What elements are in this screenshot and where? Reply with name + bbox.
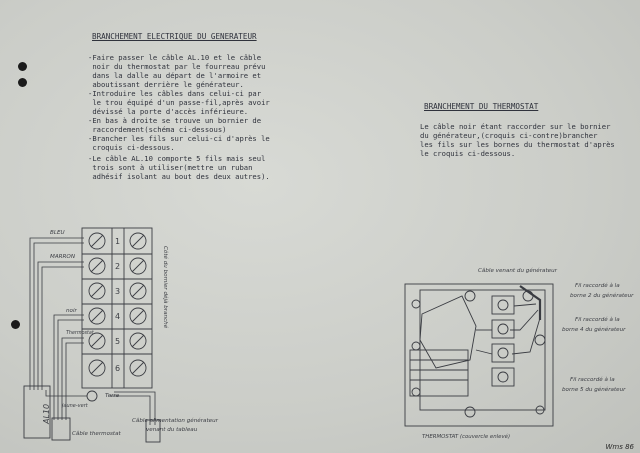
vertical-note: Côté du bornier déjà branché — [162, 246, 168, 329]
cable-alim-label-1: Câble alimentation générateur — [132, 418, 218, 424]
cable-alim-label-2: venant du tableau — [146, 427, 198, 433]
terminal-number: 4 — [115, 312, 121, 321]
left-line: -En bas à droite se trouve un bornier de — [88, 116, 262, 125]
left-line: croquis ci-dessous. — [88, 143, 175, 152]
terminal-number: 5 — [115, 337, 121, 346]
fil2-label-1: Fil raccordé à la — [575, 283, 620, 289]
left-line: noir du thermostat par le fourreau prévu — [88, 62, 266, 71]
left-line: -Faire passer le câble AL.10 et le câble — [88, 53, 262, 62]
terminal-number: 2 — [115, 262, 121, 271]
left-line: adhésif isolant au bout des deux autres). — [88, 172, 270, 181]
left-line: dans la dalle au départ de l'armoire et — [88, 71, 262, 80]
terminal-number: 6 — [115, 364, 121, 373]
fil5-label-2: borne 5 du générateur — [562, 387, 626, 393]
left-heading: BRANCHEMENT ELECTRIQUE DU GENERATEUR — [92, 32, 257, 41]
cable-thermostat-label: Câble thermostat — [72, 431, 121, 437]
thermostat-caption: THERMOSTAT (couvercle enlevé) — [422, 434, 511, 440]
right-heading: BRANCHEMENT DU THERMOSTAT — [424, 102, 539, 111]
terre-label: Terre — [105, 393, 120, 399]
right-line: du générateur,(croquis ci-contre)brancher — [420, 131, 598, 140]
left-line: trois sont à utiliser(mettre un ruban — [88, 163, 253, 172]
fil4-label-1: Fil raccordé à la — [575, 317, 620, 323]
left-line: -Introduire les câbles dans celui-ci par — [88, 89, 262, 98]
thermostat-frame — [405, 284, 553, 426]
right-line: le croquis ci-dessous. — [420, 149, 516, 158]
fil5-label-1: Fil raccordé à la — [570, 377, 615, 383]
corner-mark: Wms 86 — [605, 443, 634, 451]
left-line: aboutissant derrière le générateur. — [88, 80, 244, 89]
wire-label-marron: MARRON — [50, 254, 76, 260]
left-line: dévissé la porte d'accès inférieure. — [88, 107, 249, 116]
terminal-number: 1 — [115, 237, 121, 246]
thermostat-terminals — [492, 296, 514, 386]
left-line: raccordement(schéma ci-dessous) — [88, 125, 227, 134]
left-line: -Brancher les fils sur celui-ci d'après le — [88, 134, 270, 143]
right-line: les fils sur les bornes du thermostat d'après — [420, 140, 615, 149]
terminal-number: 3 — [115, 287, 121, 296]
wire-label-4: Thermostat — [66, 331, 94, 336]
left-line: le trou équipé d'un passe-fil,après avoir — [88, 98, 270, 107]
left-line: -Le câble AL.10 comporte 5 fils mais seul — [88, 154, 266, 163]
fil2-label-2: borne 2 du générateur — [570, 293, 634, 299]
thermostat-top-label: Câble venant du générateur — [478, 268, 557, 274]
cable-al10-label: AL10 — [42, 403, 51, 424]
right-line: Le câble noir étant raccorder sur le bornier — [420, 122, 611, 131]
fil4-label-2: borne 4 du générateur — [562, 327, 626, 333]
wire-label-bleu: BLEU — [50, 230, 65, 236]
jaune-vert-label: jaune-vert — [62, 403, 88, 409]
wire-label-3: noir — [66, 308, 77, 314]
